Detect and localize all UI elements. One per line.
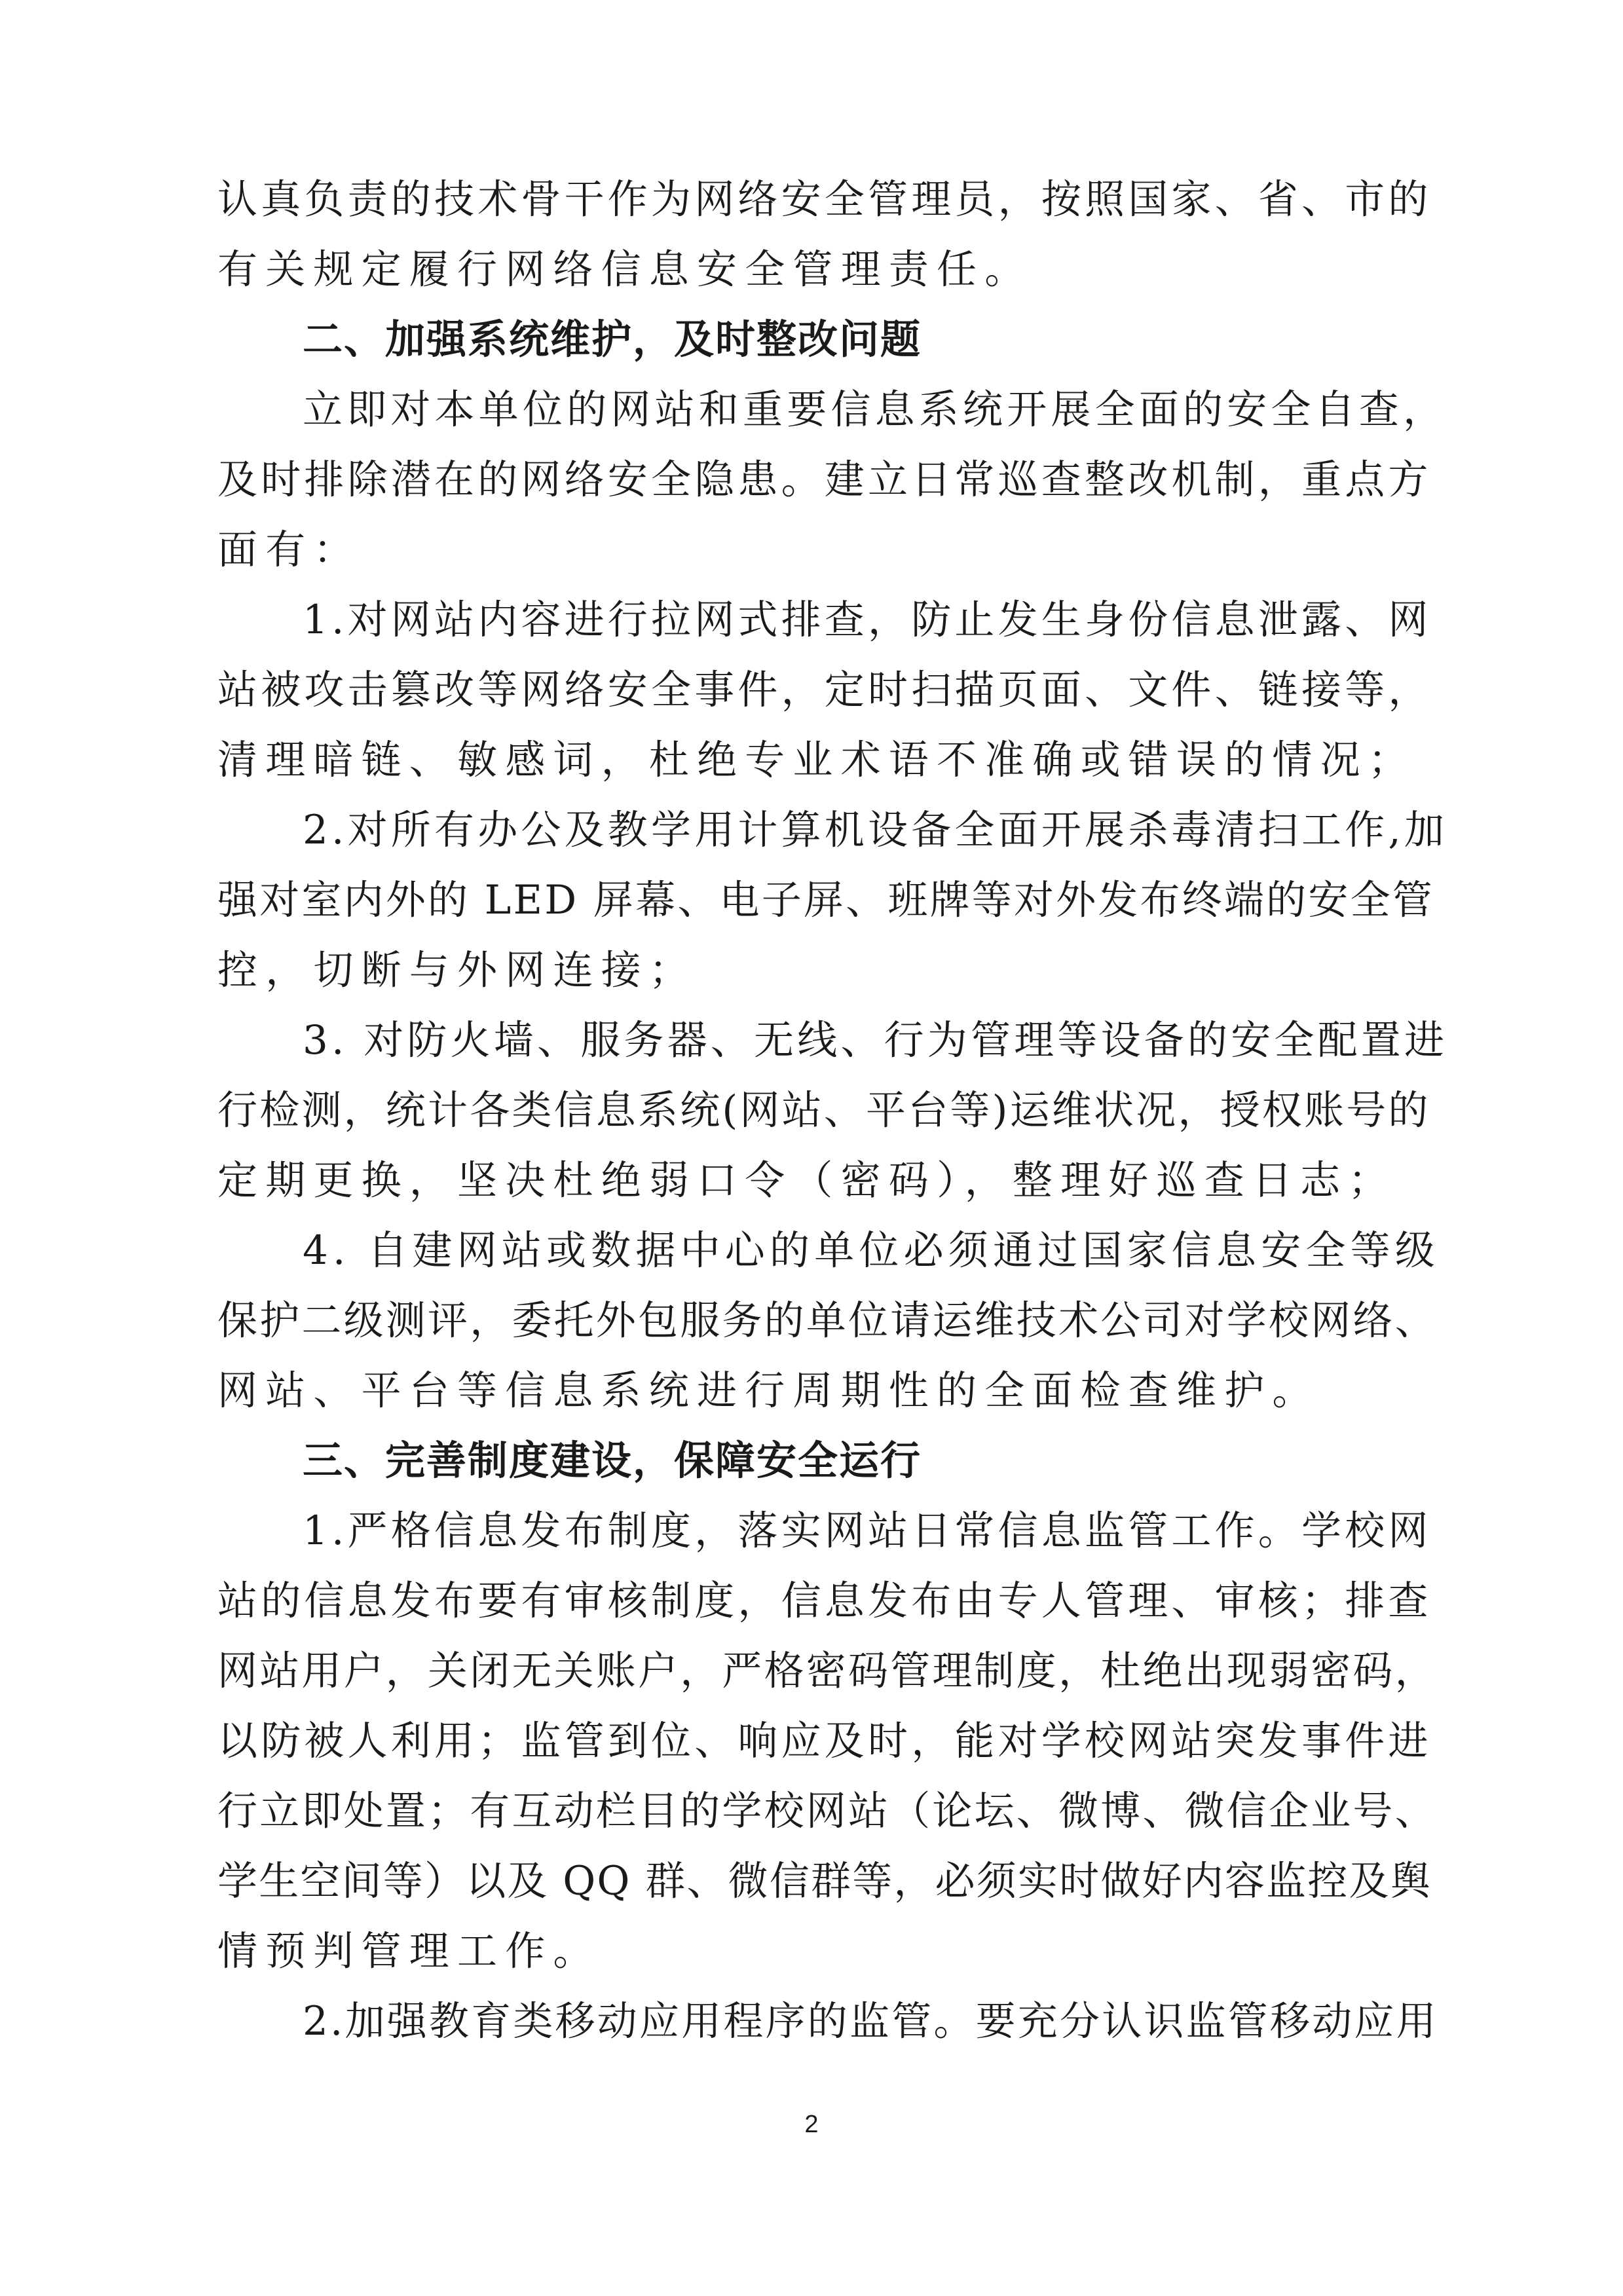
body-text-line: 行检测，统计各类信息系统(网站、平台等)运维状况，授权账号的 (217, 1087, 1430, 1134)
section-heading-2: 二、加强系统维护，及时整改问题 (303, 316, 922, 363)
body-text-line: 网站、平台等信息系统进行周期性的全面检查维护。 (217, 1367, 1320, 1414)
list-item-1: 1.严格信息发布制度，落实网站日常信息监管工作。学校网 (303, 1508, 1432, 1554)
list-item-3: 3. 对防火墙、服务器、无线、行为管理等设备的安全配置进 (303, 1017, 1448, 1064)
body-text-line: 认真负责的技术骨干作为网络安全管理员，按照国家、省、市的 (217, 176, 1432, 223)
body-text-line: 保护二级测评，委托外包服务的单位请运维技术公司对学校网络、 (217, 1297, 1437, 1344)
body-text-line: 及时排除潜在的网络安全隐患。建立日常巡查整改机制，重点方 (217, 456, 1432, 503)
body-text-line: 面有： (217, 527, 362, 573)
body-text-line: 强对室内外的 LED 屏幕、电子屏、班牌等对外发布终端的安全管 (217, 877, 1434, 923)
body-text-line: 站被攻击篡改等网络安全事件，定时扫描页面、文件、链接等， (217, 667, 1432, 713)
list-item-2: 2.加强教育类移动应用程序的监管。要充分认识监管移动应用 (303, 1998, 1438, 2045)
body-text-line: 有关规定履行网络信息安全管理责任。 (217, 246, 1033, 293)
body-text-line: 行立即处置；有互动栏目的学校网站（论坛、微博、微信企业号、 (217, 1788, 1437, 1834)
list-item-2: 2.对所有办公及教学用计算机设备全面开展杀毒清扫工作,加 (303, 807, 1448, 853)
body-text-line: 清理暗链、敏感词，杜绝专业术语不准确或错误的情况； (217, 737, 1417, 783)
page-number: 2 (804, 2111, 819, 2138)
body-text-line: 以防被人利用；监管到位、响应及时，能对学校网站突发事件进 (217, 1718, 1432, 1764)
body-text-line: 情预判管理工作。 (217, 1928, 601, 1974)
body-text-line: 控，切断与外网连接； (217, 947, 698, 993)
section-heading-3: 三、完善制度建设，保障安全运行 (303, 1437, 922, 1484)
body-text-line: 学生空间等）以及 QQ 群、微信群等，必须实时做好内容监控及舆 (217, 1858, 1432, 1904)
body-text-line: 网站用户，关闭无关账户，严格密码管理制度，杜绝出现弱密码， (217, 1648, 1437, 1694)
body-text-line: 定期更换，坚决杜绝弱口令（密码），整理好巡查日志； (217, 1157, 1396, 1204)
body-text-line: 站的信息发布要有审核制度，信息发布由专人管理、审核；排查 (217, 1578, 1432, 1624)
list-item-4: 4. 自建网站或数据中心的单位必须通过国家信息安全等级 (303, 1227, 1440, 1274)
list-item-1: 1.对网站内容进行拉网式排查，防止发生身份信息泄露、网 (303, 597, 1432, 643)
paragraph-first-line: 立即对本单位的网站和重要信息系统开展全面的安全自查， (303, 386, 1447, 433)
